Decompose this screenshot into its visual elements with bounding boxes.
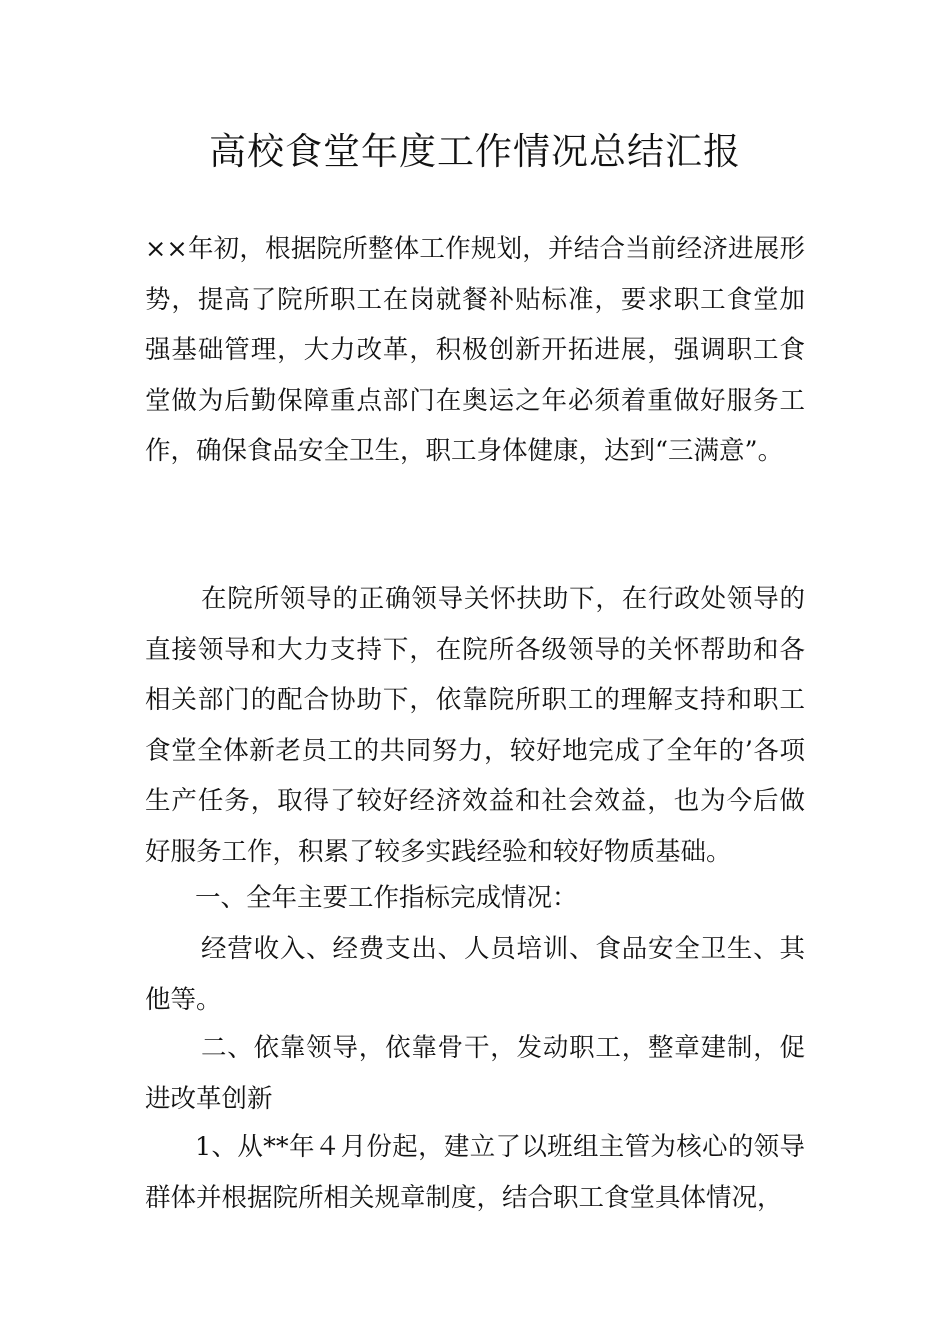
paragraph-intro: ××年初，根据院所整体工作规划，并结合当前经济进展形势，提高了院所职工在岗就餐补贴标准，要求职工食堂加强基础管理，大力改革，积极创新开拓进展，强调职工食堂做为后勤保障重点部门在奥运之年必须着重做好服务工作，确保食品安全卫生，职工身体健康，达到“三满意”。 [145, 234, 805, 466]
document-title: 高校食堂年度工作情况总结汇报 [209, 130, 741, 173]
section-heading-1: 一、全年主要工作指标完成情况： [195, 883, 578, 913]
paragraph-indicators: 经营收入、经费支出、人员培训、食品安全卫生、其他等。 [145, 934, 805, 1015]
paragraph-acknowledgement: 在院所领导的正确领导关怀扶助下，在行政处领导的直接领导和大力支持下，在院所各级领导的关怀帮助和各相关部门的配合协助下，依靠院所职工的理解支持和职工食堂全体新老员工的共同努力，较好地完成了全年的’各项生产任务，取得了较好经济效益和社会效益，也为今后做好服务工作，积累了较多实践经验和较好物质基础。 [145, 584, 805, 867]
paragraph-item-1: 1、从**年４月份起，建立了以班组主管为核心的领导群体并根据院所相关规章制度，结合职工食堂具体情况， [145, 1132, 805, 1213]
section-heading-2: 二、依靠领导，依靠骨干，发动职工，整章建制，促进改革创新 [145, 1033, 805, 1114]
